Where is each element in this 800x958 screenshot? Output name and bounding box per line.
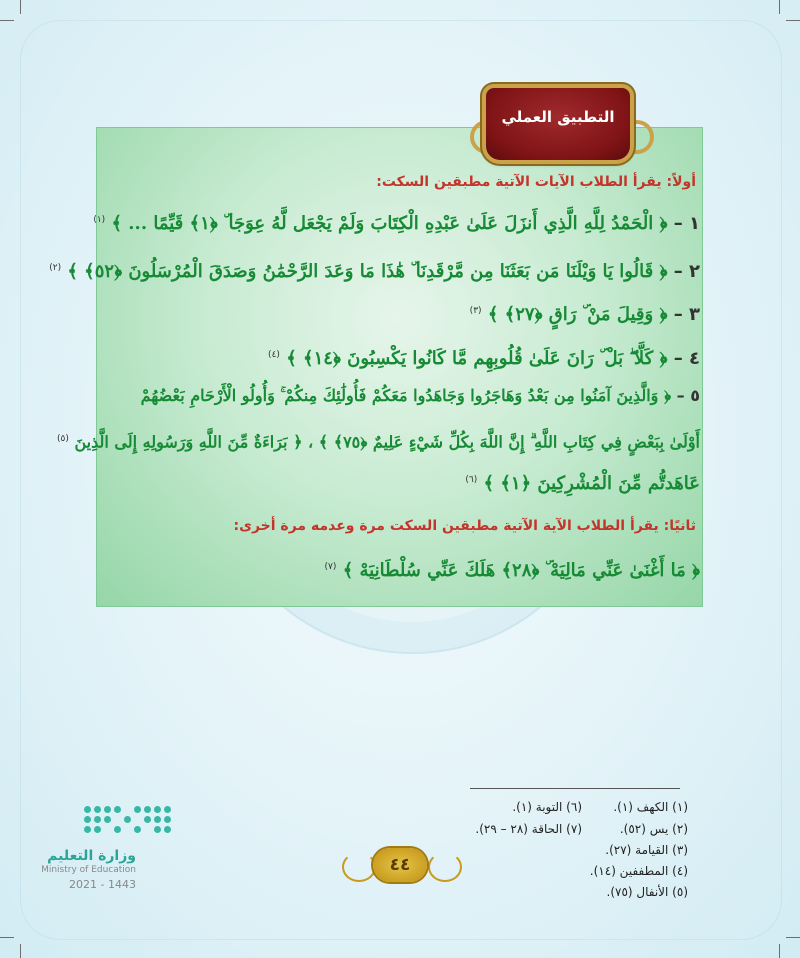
section1-heading: أولاً: يقرأ الطلاب الآيات الآتية مطبقين السكت: xyxy=(376,174,696,190)
footnote-1: (١) الكهف (١). xyxy=(613,800,688,814)
footnote-rule xyxy=(470,788,680,789)
verse-number: ١ – xyxy=(673,213,700,234)
crop-mark xyxy=(20,944,21,958)
verse-text: عَاهَدتُّم مِّنَ الْمُشْرِكِينَ ﴿١﴾ ﴾ xyxy=(483,473,700,494)
crop-mark xyxy=(786,937,800,938)
footnote-ref: (١) xyxy=(93,215,106,225)
footnote-3: (٣) القيامة (٢٧). xyxy=(605,843,688,857)
badge-ornament-left xyxy=(342,852,376,882)
verse-text: ﴿ مَا أَغْنَىٰ عَنِّي مَالِيَهْ ۜ ﴿٢٨﴾ هَلَكَ عَنِّي سُلْطَانِيَهْ ﴾ xyxy=(342,560,700,581)
verse-line-1 xyxy=(93,205,700,239)
footnote-ref: (٧) xyxy=(324,562,337,572)
ministry-name-arabic: وزارة التعليم xyxy=(47,848,136,864)
footnote-ref: (٦) xyxy=(465,475,478,485)
verse-number: ٣ – xyxy=(673,304,700,325)
footnote-ref: (٤) xyxy=(268,350,280,360)
verse-number: ٤ – xyxy=(673,348,700,369)
ministry-year: 2021 - 1443 xyxy=(69,878,136,891)
badge-ornament-right xyxy=(428,852,462,882)
verse-text: ﴿ وَقِيلَ مَنْ ۜ رَاقٍ ﴿٢٧﴾ ﴾ xyxy=(487,304,668,325)
banner-title: التطبيق العملي xyxy=(501,108,615,126)
verse-line-2 xyxy=(49,253,700,287)
crop-mark xyxy=(779,944,780,958)
crop-mark xyxy=(779,0,780,14)
verse-line-5c xyxy=(100,465,700,499)
verse-line-3 xyxy=(100,296,700,330)
verse-line-section2 xyxy=(100,552,700,586)
crop-mark xyxy=(0,20,14,21)
verse-text: ﴿ الْحَمْدُ لِلَّهِ الَّذِي أَنزَلَ عَلَىٰ عَبْدِهِ الْكِتَابَ وَلَمْ يَجْعَل لَّهُ عِوَجَا ۜ ﴿١﴾ قَيِّمًا ... ﴾ xyxy=(111,213,668,234)
verse-line-5a xyxy=(100,381,700,411)
verse-line-5b xyxy=(57,424,700,457)
footnote-ref: (٥) xyxy=(57,434,69,444)
footnote-7: (٧) الحاقة (٢٨ – ٢٩). xyxy=(475,822,582,836)
ministry-name-english: Ministry of Education xyxy=(41,865,136,875)
footnote-6: (٦) التوبة (١). xyxy=(512,800,582,814)
verse-text: أَوْلَىٰ بِبَعْضٍ فِي كِتَابِ اللَّهِ ۗ إِنَّ اللَّهَ بِكُلِّ شَيْءٍ عَلِيمٌ ﴿٧٥﴾ ﴾ ، ﴿ بَرَاءَةٌ مِّنَ اللَّهِ وَرَسُولِهِ إِلَى الَّذِينَ xyxy=(74,432,700,452)
verse-text: ﴿ كَلَّا ۖ بَلْ ۜ رَانَ عَلَىٰ قُلُوبِهِم مَّا كَانُوا يَكْسِبُونَ ﴿١٤﴾ ﴾ xyxy=(286,348,668,369)
section2-heading: ثانيًا: يقرأ الطلاب الآية الآتية مطبقين السكت مرة وعدمه مرة أخرى: xyxy=(233,518,696,534)
footnote-4: (٤) المطففين (١٤). xyxy=(589,864,688,878)
crop-mark xyxy=(0,937,14,938)
footnote-ref: (٣) xyxy=(469,306,482,316)
verse-text: ﴿ قَالُوا يَا وَيْلَنَا مَن بَعَثَنَا مِن مَّرْقَدِنَا ۜ هَٰذَا مَا وَعَدَ الرَّحْمَٰنُ وَصَدَقَ الْمُرْسَلُونَ ﴿٥٢﴾ ﴾ xyxy=(67,261,668,282)
verse-line-4 xyxy=(100,340,700,374)
crop-mark xyxy=(786,20,800,21)
footnote-ref: (٢) xyxy=(49,263,62,273)
verse-text: ﴿ وَالَّذِينَ آمَنُوا مِن بَعْدُ وَهَاجَرُوا وَجَاهَدُوا مَعَكُمْ فَأُولَٰئِكَ مِنكُمْ ۚ وَأُولُو الْأَرْحَامِ بَعْضُهُمْ xyxy=(140,386,672,405)
verse-number: ٢ – xyxy=(673,261,700,282)
footnote-5: (٥) الأنفال (٧٥). xyxy=(606,885,688,899)
verse-number: ٥ – xyxy=(676,386,700,405)
footnote-2: (٢) يس (٥٢). xyxy=(619,822,688,836)
crop-mark xyxy=(20,0,21,14)
page-number: ٤٤ xyxy=(373,848,427,882)
